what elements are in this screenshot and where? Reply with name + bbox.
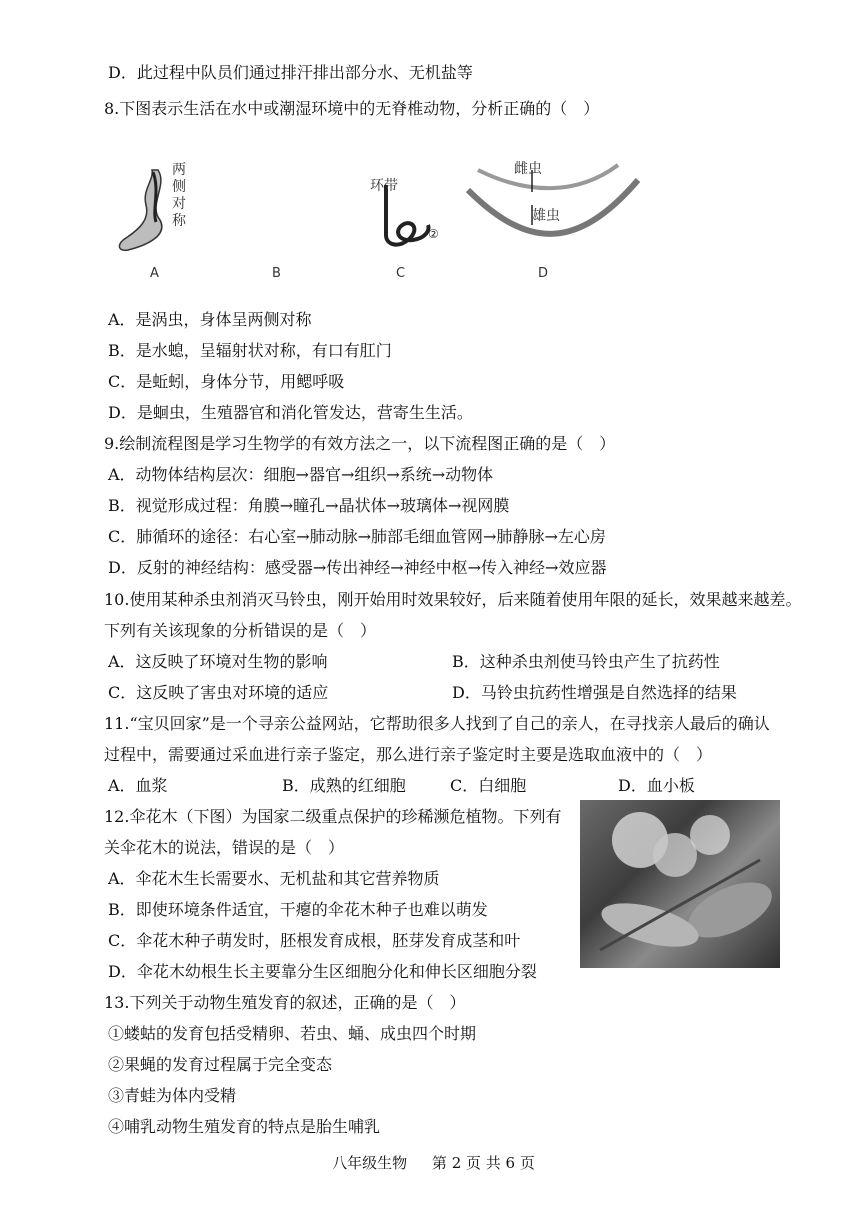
q11-option-c: C．白细胞 (450, 776, 527, 795)
q12-option-b: B．即使环境条件适宜，干瘪的伞花木种子也难以萌发 (108, 900, 488, 919)
q11-option-b: B．成熟的红细胞 (282, 776, 406, 795)
figure-label-b: B (272, 266, 281, 281)
female-worm-label: 雌虫 (514, 161, 542, 177)
q9-option-b: B．视觉形成过程：角膜→瞳孔→晶状体→玻璃体→视网膜 (108, 496, 510, 515)
q13-item-2: ②果蝇的发育过程属于完全变态 (108, 1055, 333, 1074)
q13-item-3: ③青蛙为体内受精 (108, 1086, 237, 1105)
q8-figure (108, 150, 648, 285)
q12-option-c: C．伞花木种子萌发时，胚根发育成根，胚芽发育成茎和叶 (108, 931, 521, 950)
q11-option-a: A．血浆 (108, 776, 168, 795)
q9-option-a: A．动物体结构层次：细胞→器官→组织→系统→动物体 (108, 465, 494, 484)
q8-option-d: D．是蛔虫，生殖器官和消化管发达，营寄生生活。 (108, 403, 473, 422)
q10-option-a: A．这反映了环境对生物的影响 (108, 652, 328, 671)
q8-option-c: C．是蚯蚓，身体分节，用鳃呼吸 (108, 372, 345, 391)
q10-stem-line2: 下列有关该现象的分析错误的是（ ） (104, 621, 377, 640)
q10-option-b: B．这种杀虫剂使马铃虫产生了抗药性 (452, 652, 720, 671)
q13-item-1: ①蝼蛄的发育包括受精卵、若虫、蛹、成虫四个时期 (108, 1024, 477, 1043)
q11-stem-line2: 过程中，需要通过采血进行亲子鉴定，那么进行亲子鉴定时主要是选取血液中的（ ） (104, 745, 713, 764)
marker-two-label: ② (428, 227, 439, 241)
q8-stem: 8.下图表示生活在水中或潮湿环境中的无脊椎动物，分析正确的（ ） (104, 99, 600, 118)
q12-option-d: D．伞花木幼根生长主要靠分生区细胞分化和伸长区细胞分裂 (108, 962, 537, 981)
q13-stem: 13.下列关于动物生殖发育的叙述，正确的是（ ） (104, 993, 466, 1012)
figure-label-d: D (538, 266, 549, 281)
umbrella-tree-photo (580, 800, 780, 968)
q12-stem-line2: 关伞花木的说法，错误的是（ ） (104, 838, 345, 857)
q9-stem: 9.绘制流程图是学习生物学的有效方法之一，以下流程图正确的是（ ） (104, 434, 616, 453)
q13-item-4: ④哺乳动物生殖发育的特点是胎生哺乳 (108, 1117, 381, 1136)
clitellum-label: 环带 (370, 178, 398, 194)
q10-stem-line1: 10.使用某种杀虫剂消灭马铃虫，刚开始用时效果较好，后来随着使用年限的延长，效果越来越差。 (104, 590, 802, 609)
footer-subject: 八年级生物 (332, 1154, 408, 1172)
q9-option-d: D．反射的神经结构：感受器→传出神经→神经中枢→传入神经→效应器 (108, 558, 607, 577)
q10-option-c: C．这反映了害虫对环境的适应 (108, 683, 329, 702)
q12-stem-line1: 12.伞花木（下图）为国家二级重点保护的珍稀濒危植物。下列有 (104, 807, 562, 826)
q8-option-b: B．是水螅，呈辐射状对称，有口有肛门 (108, 341, 392, 360)
q8-option-a: A．是涡虫，身体呈两侧对称 (108, 310, 312, 329)
figure-label-a: A (150, 266, 159, 281)
q7-option-d: D．此过程中队员们通过排汗排出部分水、无机盐等 (108, 63, 473, 82)
male-worm-label: 雄虫 (532, 208, 560, 224)
symmetry-label: 两侧对称 (172, 162, 186, 229)
figure-label-c: C (396, 266, 406, 281)
page-footer (0, 1152, 867, 1173)
q11-option-d: D．血小板 (618, 776, 695, 795)
q11-stem-line1: 11.“宝贝回家”是一个寻亲公益网站，它帮助很多人找到了自己的亲人，在寻找亲人最后的确认 (104, 714, 770, 733)
q10-option-d: D．马铃虫抗药性增强是自然选择的结果 (452, 683, 737, 702)
q9-option-c: C．肺循环的途径：右心室→肺动脉→肺部毛细血管网→肺静脉→左心房 (108, 527, 606, 546)
footer-page-number: 第 2 页 共 6 页 (431, 1154, 535, 1172)
q12-option-a: A．伞花木生长需要水、无机盐和其它营养物质 (108, 869, 440, 888)
